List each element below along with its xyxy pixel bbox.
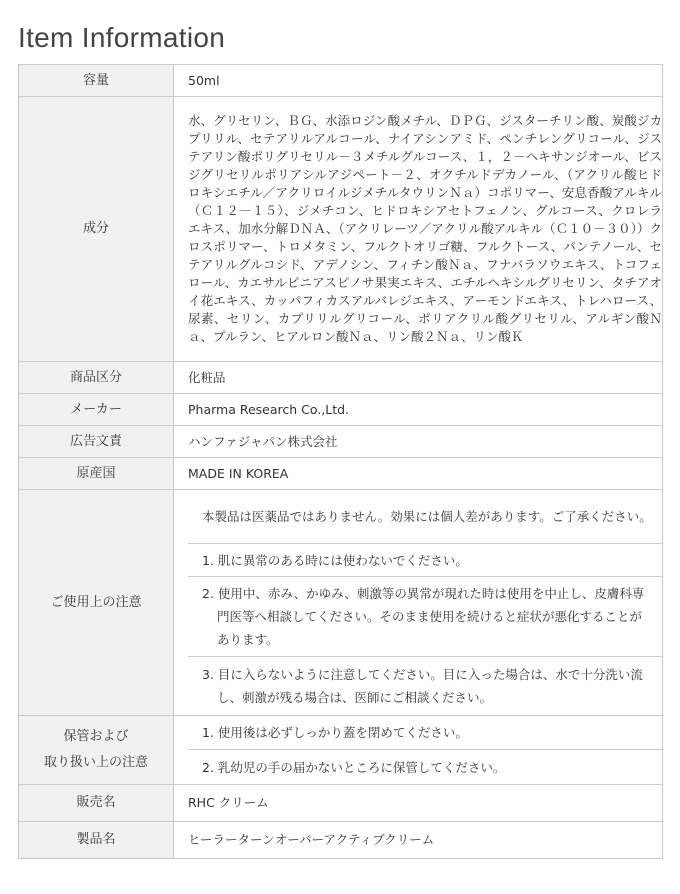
section-title: Item Information	[18, 22, 226, 53]
list-item	[188, 544, 662, 577]
table-row-category	[19, 362, 663, 394]
list-item	[188, 490, 662, 544]
storage-notes-label	[19, 716, 174, 785]
usage-notes-label: ご使用上の注意	[19, 490, 174, 716]
maker-value: Pharma Research Co.,Ltd.	[174, 394, 663, 426]
storage-note-2: 2. 乳幼児の手の届かないところに保管してください。	[202, 759, 506, 775]
table-row-usage-notes	[19, 490, 663, 716]
usage-note-2: 2. 使用中、赤み、かゆみ、刺激等の異常が現れた時は使用を中止し、皮膚科専門医等へ相談してください。そのまま使用を続けると症状が悪化することがあります。	[202, 586, 645, 647]
maker-label: メーカー	[19, 394, 174, 426]
usage-note-3: 3. 目に入らないように注意してください。目に入った場合は、水で十分洗い流し、刺激が残る場合は、医師にご相談ください。	[202, 667, 643, 705]
product-name-label: 製品名	[19, 822, 174, 859]
table-row-maker	[19, 394, 663, 426]
storage-notes-label-line2: 取り扱い上の注意	[43, 755, 148, 770]
list-item	[188, 657, 662, 715]
list-item	[188, 577, 662, 657]
usage-note-1: 1. 肌に異常のある時には使わないでください。	[202, 552, 468, 568]
seller-value: RHC クリーム	[174, 785, 663, 822]
table-row-ingredients	[19, 97, 663, 362]
table-row-storage-notes	[19, 716, 663, 785]
usage-note-disclaimer: 本製品は医薬品ではありません。効果には個人差があります。ご了承ください。	[202, 509, 652, 524]
ingredients-value: 水、グリセリン、ＢＧ、水添ロジン酸メチル、ＤＰＧ、ジスターチリン酸、炭酸ジカプリリル、セテアリルアルコール、ナイアシンアミド、ペンチレングリコール、ジステアリン酸ポリグリセリル－３メチルグルコース、１，２－ヘキサンジオール、ビスジグリセリルポリアシルアジペート－２、オクチルドデカノール、（アクリル酸ヒドロキシエチル／アクリロイルジメチルタウリンＮａ）コポリマー、安息香酸アルキル（Ｃ１２－１５）、ジメチコン、ヒドロキシアセトフェノン、グルコース、クロレラエキス、加水分解ＤＮＡ、（アクリレーツ／アクリル酸アルキル（Ｃ１０－３０））クロスポリマー、トロメタミン、フルクトオリゴ糖、フルクトース、パンテノール、セテアリルグルコシド、アデノシン、フィチン酸Ｎａ、フナバラソウエキス、トコフェロール、カエサルピニアスピノサ果実エキス、エチルヘキシルグリセリン、タチアオイ花エキス、カッパフィカスアルバレジエキス、アーモンドエキス、トレハロース、尿素、セリン、カプリリルグリコール、ポリアクリル酸グリセリル、アルギン酸Ｎａ、プルラン、ヒアルロン酸Ｎａ、リン酸２Ｎａ、リン酸Ｋ	[174, 97, 663, 362]
table-row-seller	[19, 785, 663, 822]
product-name-value: ヒーラーターンオーバーアクティブクリーム	[174, 822, 663, 859]
usage-notes-value	[174, 490, 663, 716]
storage-notes-value	[174, 716, 663, 785]
table-row-product-name	[19, 822, 663, 859]
seller-label: 販売名	[19, 785, 174, 822]
advertiser-value: ハンファジャパン株式会社	[174, 426, 663, 458]
capacity-value: 50ml	[174, 65, 663, 97]
ingredients-label: 成分	[19, 97, 174, 362]
capacity-label: 容量	[19, 65, 174, 97]
table-row-origin	[19, 458, 663, 490]
origin-label: 原産国	[19, 458, 174, 490]
list-item	[188, 750, 662, 784]
storage-notes-label-line1: 保管および	[63, 729, 129, 744]
category-label: 商品区分	[19, 362, 174, 394]
item-information-table	[18, 64, 663, 859]
list-item	[188, 716, 662, 750]
advertiser-label: 広告文責	[19, 426, 174, 458]
storage-note-1: 1. 使用後は必ずしっかり蓋を閉めてください。	[202, 725, 468, 740]
origin-value: MADE IN KOREA	[174, 458, 663, 490]
table-row-capacity	[19, 65, 663, 97]
category-value: 化粧品	[174, 362, 663, 394]
table-row-advertiser	[19, 426, 663, 458]
